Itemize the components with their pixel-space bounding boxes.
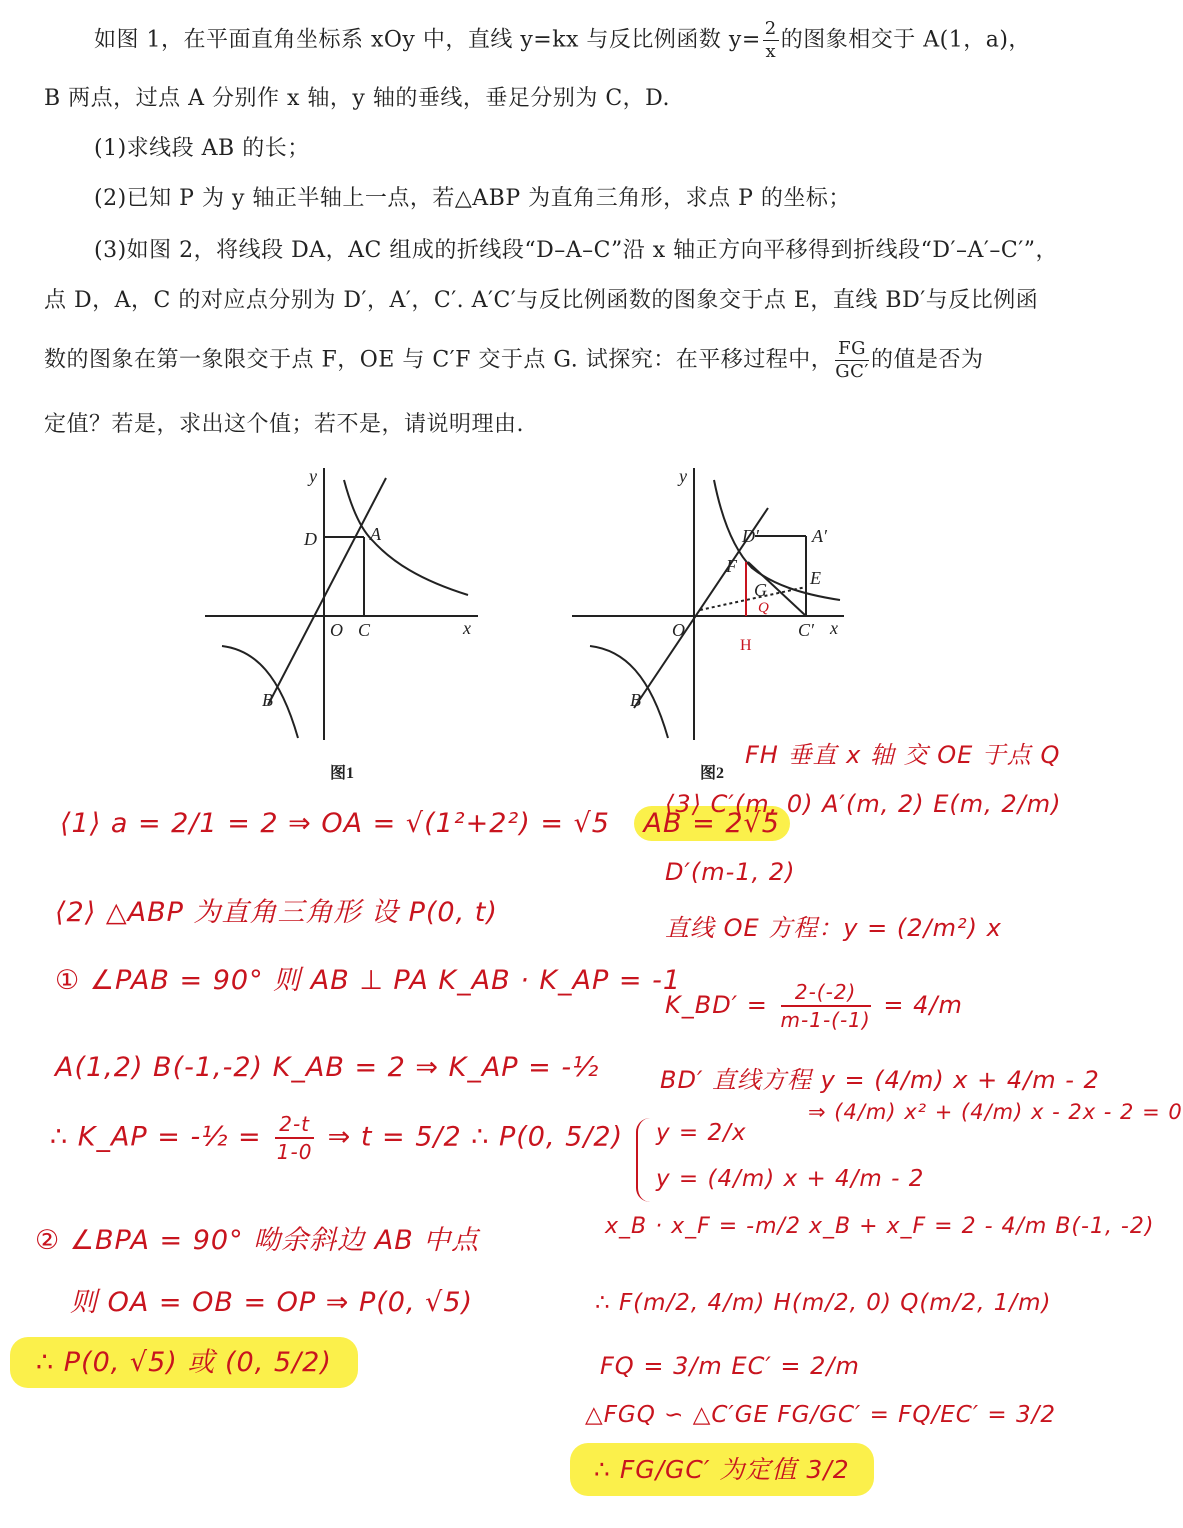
- solution-2-intro: ⟨2⟩ △ABP 为直角三角形 设 P(0, t): [55, 897, 498, 928]
- fraction-slope-ap: [275, 1112, 314, 1164]
- caption-figure-2: 图2: [700, 765, 725, 782]
- question-3-line-2: 点 D，A，C 的对应点分别为 D′，A′，C′. A′C′与反比例函数的图象交于点 E，直线 BD′与反比例函: [44, 288, 1039, 313]
- frac-den: m-1-(-1): [780, 1008, 871, 1032]
- figure-1: [205, 468, 478, 740]
- highlight-answer-3: ∴ FG/GC′ 为定值 3/2: [570, 1443, 874, 1496]
- label-y: y: [309, 466, 317, 486]
- label-Q: Q: [758, 600, 769, 616]
- label-B: B: [262, 690, 273, 710]
- label-H: H: [740, 637, 752, 654]
- solution-2-answer: [10, 1340, 358, 1379]
- line-y-kx: [268, 478, 386, 705]
- label-A: A: [370, 524, 381, 544]
- solution-3-vieta: x_B · x_F = -m/2 x_B + x_F = 2 - 4/m B(-1, -2): [605, 1214, 1155, 1239]
- solution-3-oe-equation: 直线 OE 方程：y = (2/m²) x: [665, 914, 1002, 942]
- solution-3-lengths: FQ = 3/m EC′ = 2/m: [600, 1352, 860, 1380]
- highlight-answer-2: ∴ P(0, √5) 或 (0, 5/2): [10, 1337, 358, 1388]
- line1-pre: 如图 1，在平面直角坐标系 xOy 中，直线 y=kx 与反比例函数 y=: [94, 27, 761, 53]
- solution-3-answer: [570, 1450, 874, 1486]
- segment-OE: [700, 587, 806, 610]
- solution-2-slopes: A(1,2) B(-1,-2) K_AB = 2 ⇒ K_AP = -½: [55, 1052, 600, 1083]
- label-x: x: [463, 618, 471, 638]
- label-A-prime: A′: [812, 526, 827, 546]
- label-C: C: [358, 620, 371, 640]
- solve-t-pre: ∴ K_AP = -½ =: [50, 1121, 262, 1153]
- label-F: F: [726, 556, 737, 576]
- solution-2-solve-t: [50, 1112, 623, 1164]
- label-y: y: [679, 466, 687, 486]
- line1-post: 的图象相交于 A(1，a)，: [780, 27, 1031, 53]
- caption-figure-1: 图1: [330, 765, 355, 782]
- system-eq-1: y = 2/x: [656, 1120, 747, 1146]
- figure-2: [572, 468, 844, 740]
- slope-bd-pre: K_BD′ =: [665, 991, 768, 1019]
- label-O: O: [330, 620, 343, 640]
- note-fh: FH 垂直 x 轴 交 OE 于点 Q: [745, 741, 1061, 769]
- solution-3-points: ⟨3⟩ C′(m, 0) A′(m, 2) E(m, 2/m): [665, 790, 1062, 818]
- solution-1-text: ⟨1⟩ a = 2/1 = 2 ⇒ OA = √(1²+2²) = √5: [60, 808, 610, 839]
- label-B: B: [630, 690, 641, 710]
- q3-line3-pre: 数的图象在第一象限交于点 F，OE 与 C′F 交于点 G. 试探究：在平移过程中，: [44, 347, 834, 373]
- system-eq-2: y = (4/m) x + 4/m - 2: [656, 1166, 925, 1192]
- label-E: E: [810, 568, 821, 588]
- solve-t-post: ⇒ t = 5/2 ∴ P(0, 5/2): [327, 1121, 624, 1153]
- solution-3-similar: △FGQ ∽ △C′GE FG/GC′ = FQ/EC′ = 3/2: [585, 1402, 1056, 1428]
- label-D-prime: D′: [742, 526, 759, 546]
- label-O: O: [672, 620, 685, 640]
- q3-line3-post: 的值是否为: [870, 347, 984, 373]
- solution-2-case-1: ① ∠PAB = 90° 则 AB ⊥ PA K_AB · K_AP = -1: [55, 965, 682, 996]
- label-C-prime: C′: [798, 620, 814, 640]
- fraction-slope-bd: [781, 980, 871, 1032]
- solution-3-bd-equation: BD′ 直线方程 y = (4/m) x + 4/m - 2: [660, 1066, 1100, 1094]
- frac-den: x: [765, 41, 777, 62]
- frac-den: GC′: [835, 361, 869, 382]
- problem-line-2: B 两点，过点 A 分别作 x 轴，y 轴的垂线，垂足分别为 C，D.: [44, 86, 671, 111]
- system-result: ⇒ (4/m) x² + (4/m) x - 2x - 2 = 0: [808, 1100, 1183, 1124]
- slope-bd-post: = 4/m: [883, 991, 963, 1019]
- question-3-line-4: 定值？若是，求出这个值；若不是，请说明理由.: [44, 412, 524, 437]
- label-D: D: [304, 529, 317, 549]
- label-G: G: [754, 580, 767, 600]
- question-1: (1)求线段 AB 的长；: [94, 136, 310, 161]
- frac-num: 2-(-2): [781, 980, 871, 1007]
- frac-den: 1-0: [276, 1140, 313, 1164]
- fraction-fg-over-gc: [835, 340, 869, 381]
- frac-num: 2-t: [275, 1112, 314, 1139]
- question-2: (2)已知 P 为 y 轴正半轴上一点，若△ABP 为直角三角形，求点 P 的坐标；: [94, 186, 851, 211]
- problem-line-1: [94, 20, 1031, 61]
- question-3-line-3: [44, 340, 983, 381]
- hyperbola-branch-q3: [222, 646, 298, 738]
- question-3-line-1: (3)如图 2，将线段 DA，AC 组成的折线段“D–A–C”沿 x 轴正方向平移得到折线段“D′–A′–C′”，: [94, 238, 1058, 263]
- fraction-2-over-x: [763, 20, 779, 61]
- hyperbola-branch-q3: [590, 646, 668, 738]
- solution-2-case-2: ② ∠BPA = 90° 呦余斜边 AB 中点: [35, 1225, 480, 1256]
- system-brace: [636, 1118, 652, 1202]
- solution-3-fhq: ∴ F(m/2, 4/m) H(m/2, 0) Q(m/2, 1/m): [595, 1290, 1052, 1316]
- label-x: x: [830, 618, 838, 638]
- solution-3-slope-bd: [665, 980, 963, 1032]
- highlight-answer-1: AB = 2√5: [634, 806, 790, 841]
- solution-2-case-2-result: 则 OA = OB = OP ⇒ P(0, √5): [70, 1287, 474, 1318]
- frac-num: FG: [835, 340, 869, 361]
- frac-num: 2: [764, 18, 777, 39]
- solution-3-d-prime: D′(m-1, 2): [665, 858, 796, 886]
